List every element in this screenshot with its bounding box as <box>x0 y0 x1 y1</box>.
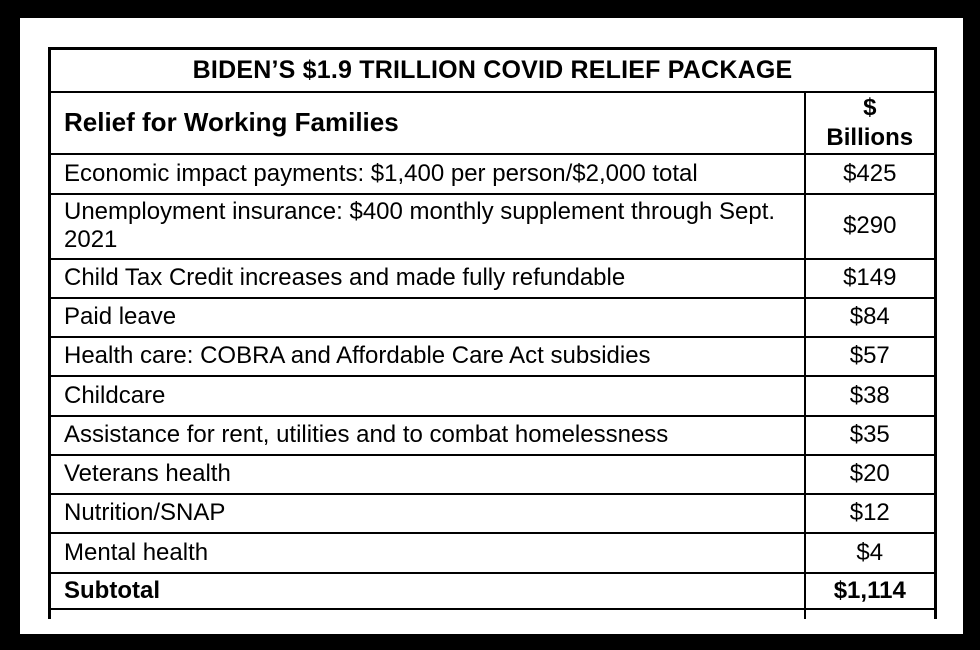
table-row <box>50 494 936 533</box>
row-label: Child Tax Credit increases and made fully refundable <box>50 259 805 298</box>
table-row <box>50 416 936 455</box>
row-value: $84 <box>805 298 936 337</box>
row-label: Childcare <box>50 376 805 416</box>
table-row <box>50 194 936 259</box>
table-title: BIDEN’S $1.9 TRILLION COVID RELIEF PACKAGE <box>50 49 936 92</box>
row-value: $4 <box>805 533 936 573</box>
subtotal-label: Subtotal <box>50 573 805 609</box>
clipped-partial-row <box>50 609 936 620</box>
table-title-row <box>50 49 936 92</box>
table-row <box>50 154 936 194</box>
billions-label: Billions <box>826 123 914 151</box>
subtotal-value: $1,114 <box>805 573 936 609</box>
subtotal-row <box>50 573 936 609</box>
column-header-categories: Relief for Working Families <box>50 92 805 154</box>
row-value: $425 <box>805 154 936 194</box>
row-label: Assistance for rent, utilities and to combat homelessness <box>50 416 805 455</box>
table-row <box>50 298 936 337</box>
row-label: Economic impact payments: $1,400 per person/$2,000 total <box>50 154 805 194</box>
row-value: $35 <box>805 416 936 455</box>
table-row <box>50 337 936 376</box>
row-value: $12 <box>805 494 936 533</box>
table-row <box>50 259 936 298</box>
row-value: $149 <box>805 259 936 298</box>
column-header-billions <box>805 92 936 154</box>
row-label: Unemployment insurance: $400 monthly supplement through Sept. 2021 <box>50 194 805 259</box>
row-label: Veterans health <box>50 455 805 494</box>
row-value: $38 <box>805 376 936 416</box>
row-value: $57 <box>805 337 936 376</box>
covid-relief-table <box>48 47 937 619</box>
table-header-row <box>50 92 936 154</box>
row-label <box>50 609 805 620</box>
row-label: Health care: COBRA and Affordable Care Act subsidies <box>50 337 805 376</box>
row-value: $20 <box>805 455 936 494</box>
row-label: Mental health <box>50 533 805 573</box>
slide-background <box>20 18 963 634</box>
row-label: Nutrition/SNAP <box>50 494 805 533</box>
table-row <box>50 376 936 416</box>
row-value <box>805 609 936 620</box>
table-row <box>50 533 936 573</box>
row-value: $290 <box>805 194 936 259</box>
table-container <box>46 45 938 619</box>
row-label: Paid leave <box>50 298 805 337</box>
table-row <box>50 455 936 494</box>
dollar-sign-label: $ <box>863 94 877 122</box>
